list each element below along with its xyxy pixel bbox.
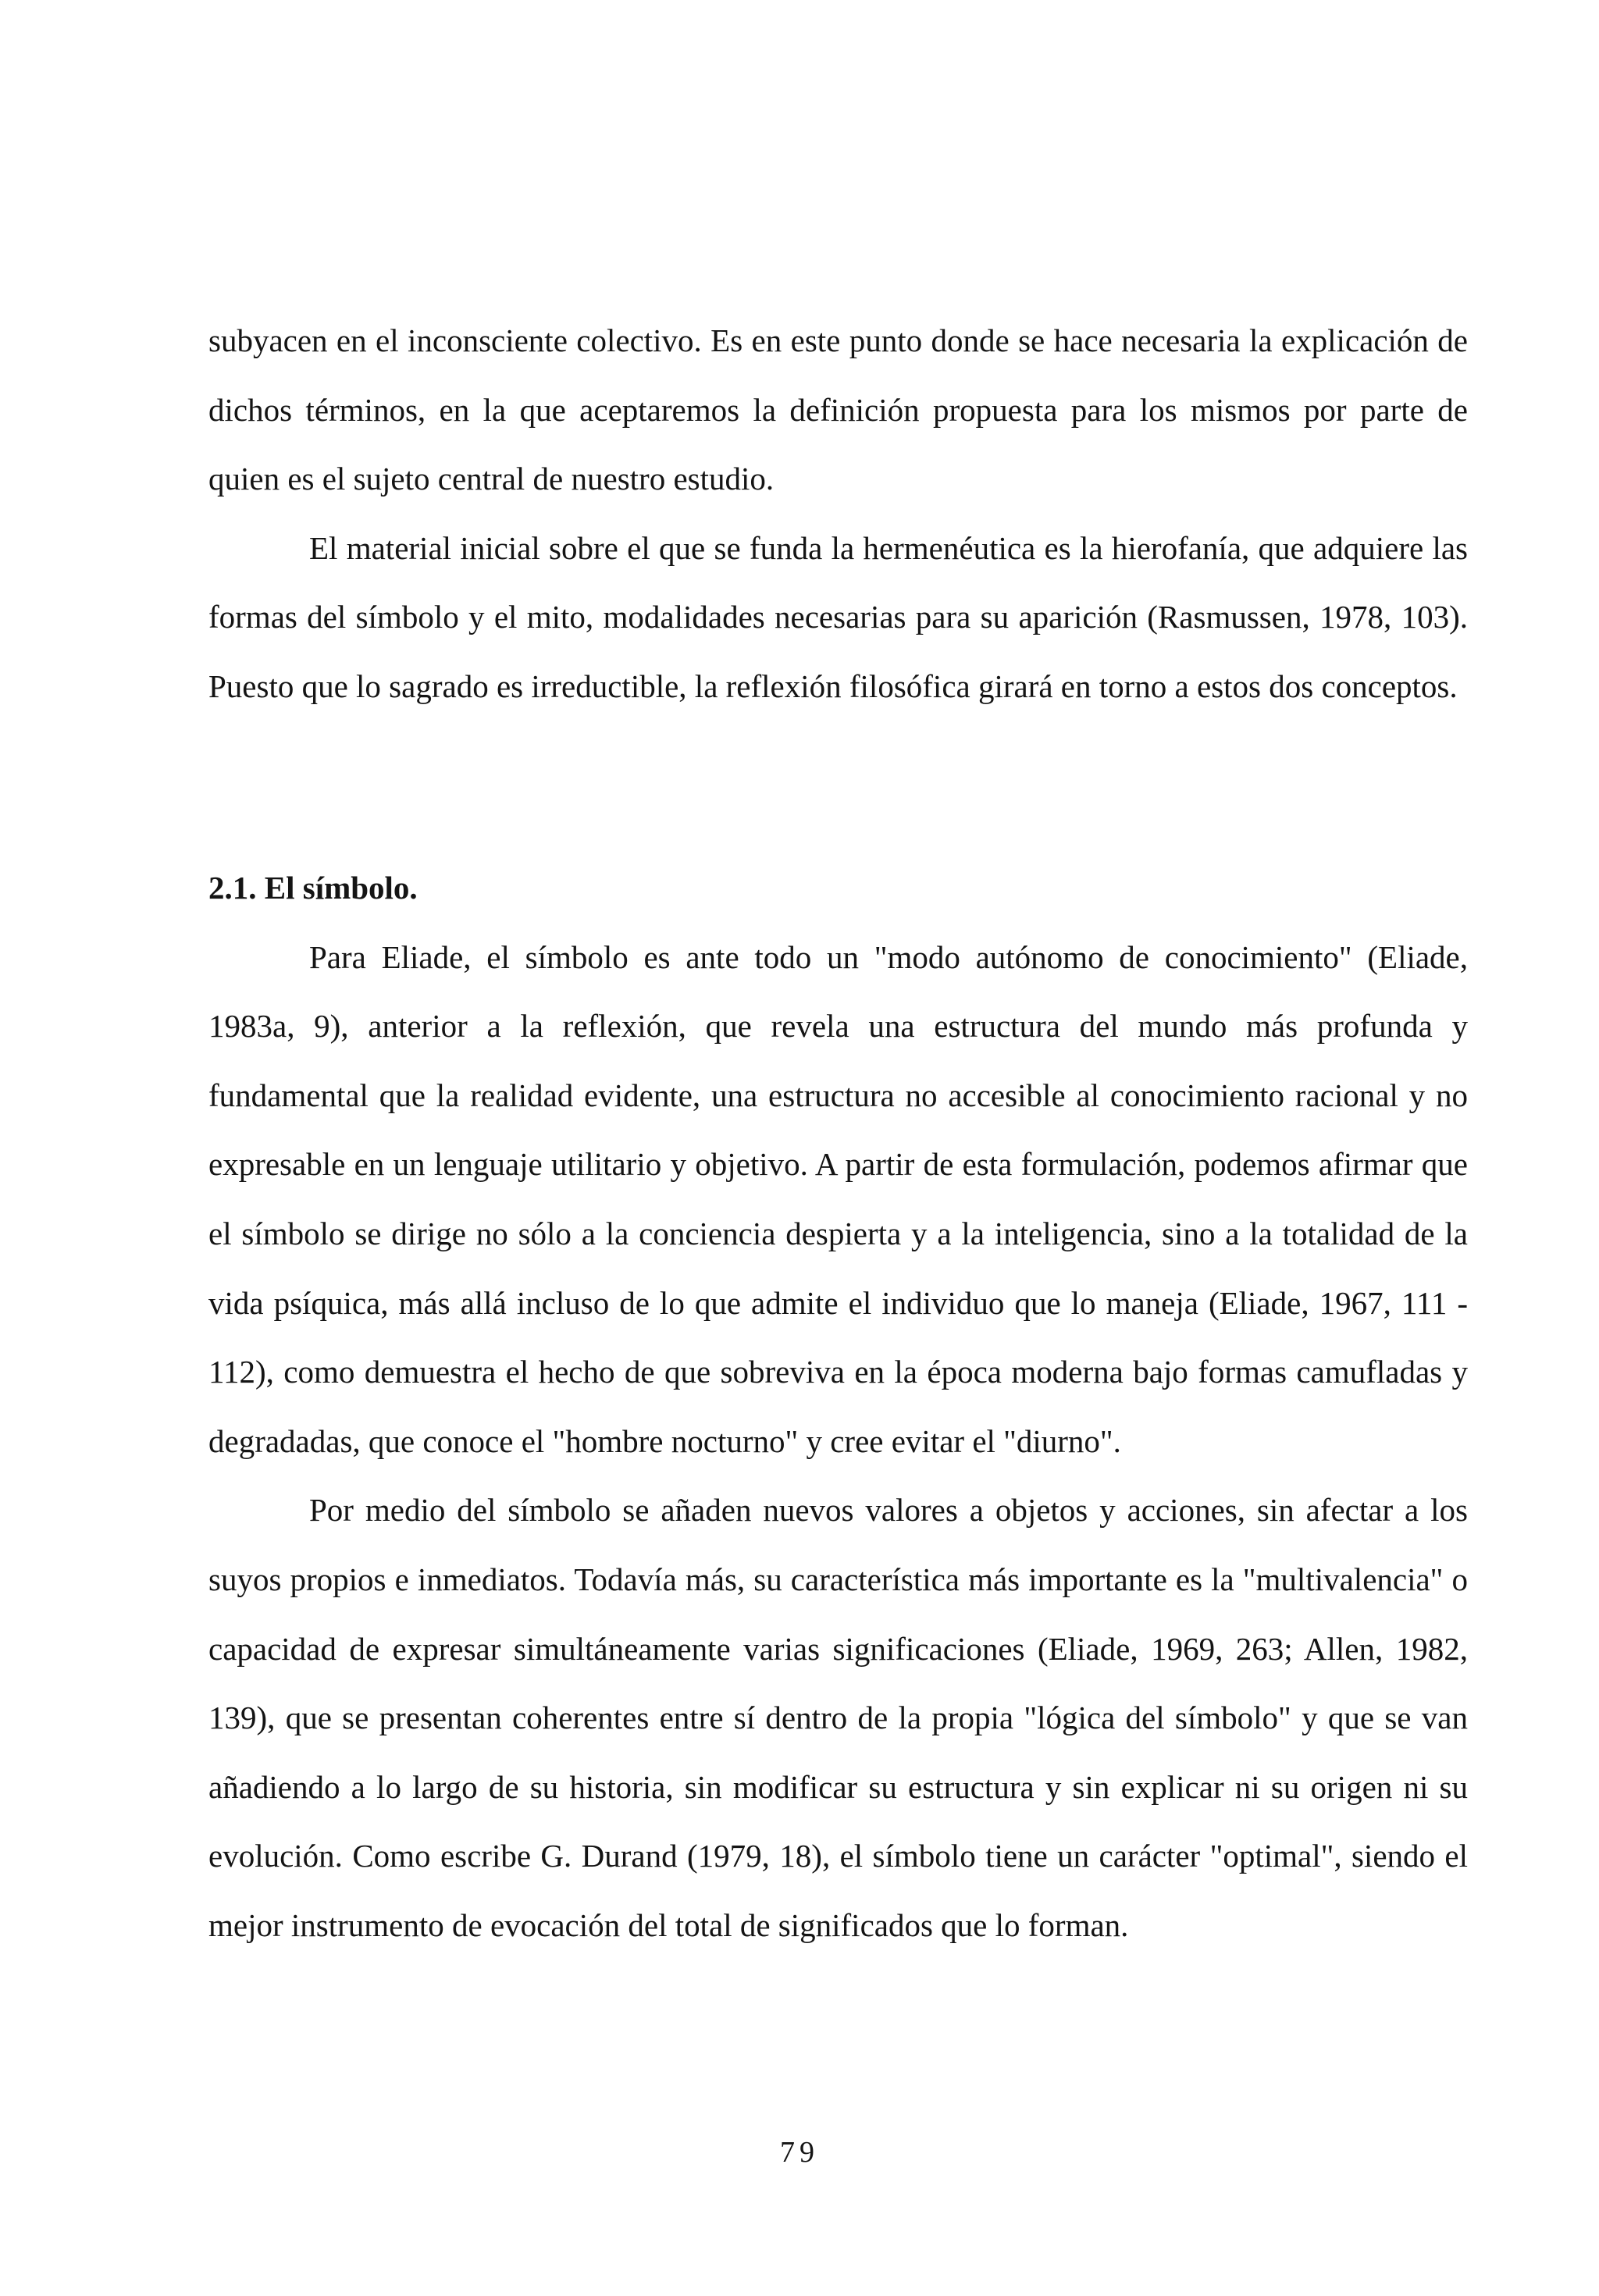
body-text-top	[208, 306, 1468, 721]
symbol-multivalence-paragraph: Por medio del símbolo se añaden nuevos valores a objetos y acciones, sin afectar a los suyos propios e inmediatos. Todavía más, su característica más importante es la "multivalencia" o capacidad de expresar simultáneamente varias significaciones (Eliade, 1969, 263; Allen, 1982, 139), que se presentan coherentes entre sí dentro de la propia "lógica del símbolo" y que se van añadiendo a lo largo de su historia, sin modificar su estructura y sin explicar ni su origen ni su evolución. Como escribe G. Durand (1979, 18), el símbolo tiene un carácter "optimal", siendo el mejor instrumento de evocación del total de significados que lo forman.	[208, 1492, 1468, 1943]
continuation-paragraph: subyacen en el inconsciente colectivo. Es en este punto donde se hace necesaria la explicación de dichos términos, en la que aceptaremos la definición propuesta para los mismos por parte de quien es el sujeto central de nuestro estudio.	[208, 322, 1468, 497]
symbol-knowledge-paragraph: Para Eliade, el símbolo es ante todo un "modo autónomo de conocimiento" (Eliade, 1983a, 9), anterior a la reflexión, que revela una estructura del mundo más profunda y fundamental que la realidad evidente, una estructura no accesible al conocimiento racional y no expresable en un lenguaje utilitario y objetivo. A partir de esta formulación, podemos afirmar que el símbolo se dirige no sólo a la conciencia despierta y a la inteligencia, sino a la totalidad de la vida psíquica, más allá incluso de lo que admite el individuo que lo maneja (Eliade, 1967, 111 - 112), como demuestra el hecho de que sobreviva en la época moderna bajo formas camufladas y degradadas, que conoce el "hombre nocturno" y cree evitar el "diurno".	[208, 938, 1468, 1459]
section-symbol	[208, 853, 1468, 1960]
page-number: 79	[780, 2136, 819, 2169]
hierophany-paragraph: El material inicial sobre el que se funda la hermenéutica es la hierofanía, que adquiere las formas del símbolo y el mito, modalidades necesarias para su aparición (Rasmussen, 1978, 103). Puesto que lo sagrado es irreductible, la reflexión filosófica girará en torno a estos dos conceptos.	[208, 529, 1468, 704]
section-heading: 2.1. El símbolo.	[208, 870, 418, 906]
